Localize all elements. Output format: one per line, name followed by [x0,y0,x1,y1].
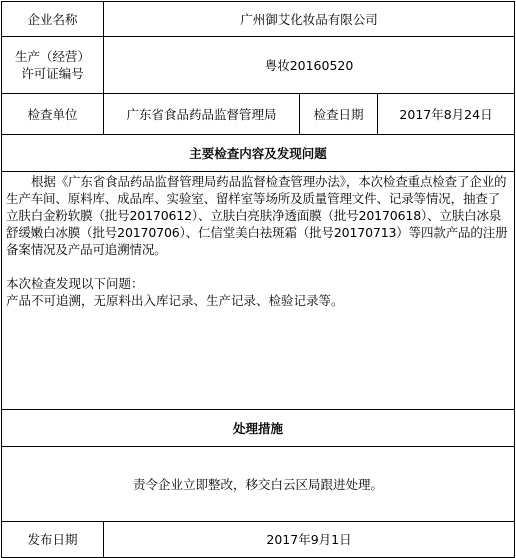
company-name-label: 企业名称 [2,2,104,37]
measures-title-row [2,410,515,447]
inspection-unit-value: 广东省食品药品监督管理局 [104,94,300,135]
publish-row [2,522,515,558]
license-label-line1: 生产（经营） [14,49,90,64]
inspection-description: 根据《广东省食品药品监督管理局药品监督检查管理办法》，本次检查重点检查了企业的生产车间、原料库、成品库、实验室、留样室等场所及质量管理文件、记录等情况，抽查了立肤白金粉软膜（批号20170612）、立肤白亮肤净透面膜（批号20170618）、立肤白冰泉舒缓嫩白冰膜（批号20170706）、仁信堂美白祛斑霜（批号20170713）等四款产品的注册备案情况及产品可追溯情况。 [6,174,508,257]
license-number-value: 粤妆20160520 [104,37,515,94]
license-number-label [2,37,104,94]
inspection-date-label: 检查日期 [300,94,378,135]
main-findings-content [2,172,515,410]
main-findings-body-row [2,172,515,410]
main-findings-title: 主要检查内容及发现问题 [2,135,515,172]
inspection-row [2,94,515,135]
main-findings-title-row [2,135,515,172]
inspection-date-value: 2017年8月24日 [378,94,515,135]
findings-detail: 产品不可追溯，无原料出入库记录、生产记录、检验记录等。 [6,293,344,308]
publish-date-label: 发布日期 [2,522,104,558]
measures-title: 处理措施 [2,410,515,447]
license-row [2,37,515,94]
inspection-record-table [1,1,515,558]
company-name-value: 广州御艾化妆品有限公司 [104,2,515,37]
company-row [2,2,515,37]
measures-body-row [2,447,515,522]
inspection-unit-label: 检查单位 [2,94,104,135]
publish-date-value: 2017年9月1日 [104,522,515,558]
findings-intro: 本次检查发现以下问题： [6,276,144,291]
measures-content: 责令企业立即整改，移交白云区局跟进处理。 [2,447,515,522]
license-label-line2: 许可证编号 [21,66,84,81]
